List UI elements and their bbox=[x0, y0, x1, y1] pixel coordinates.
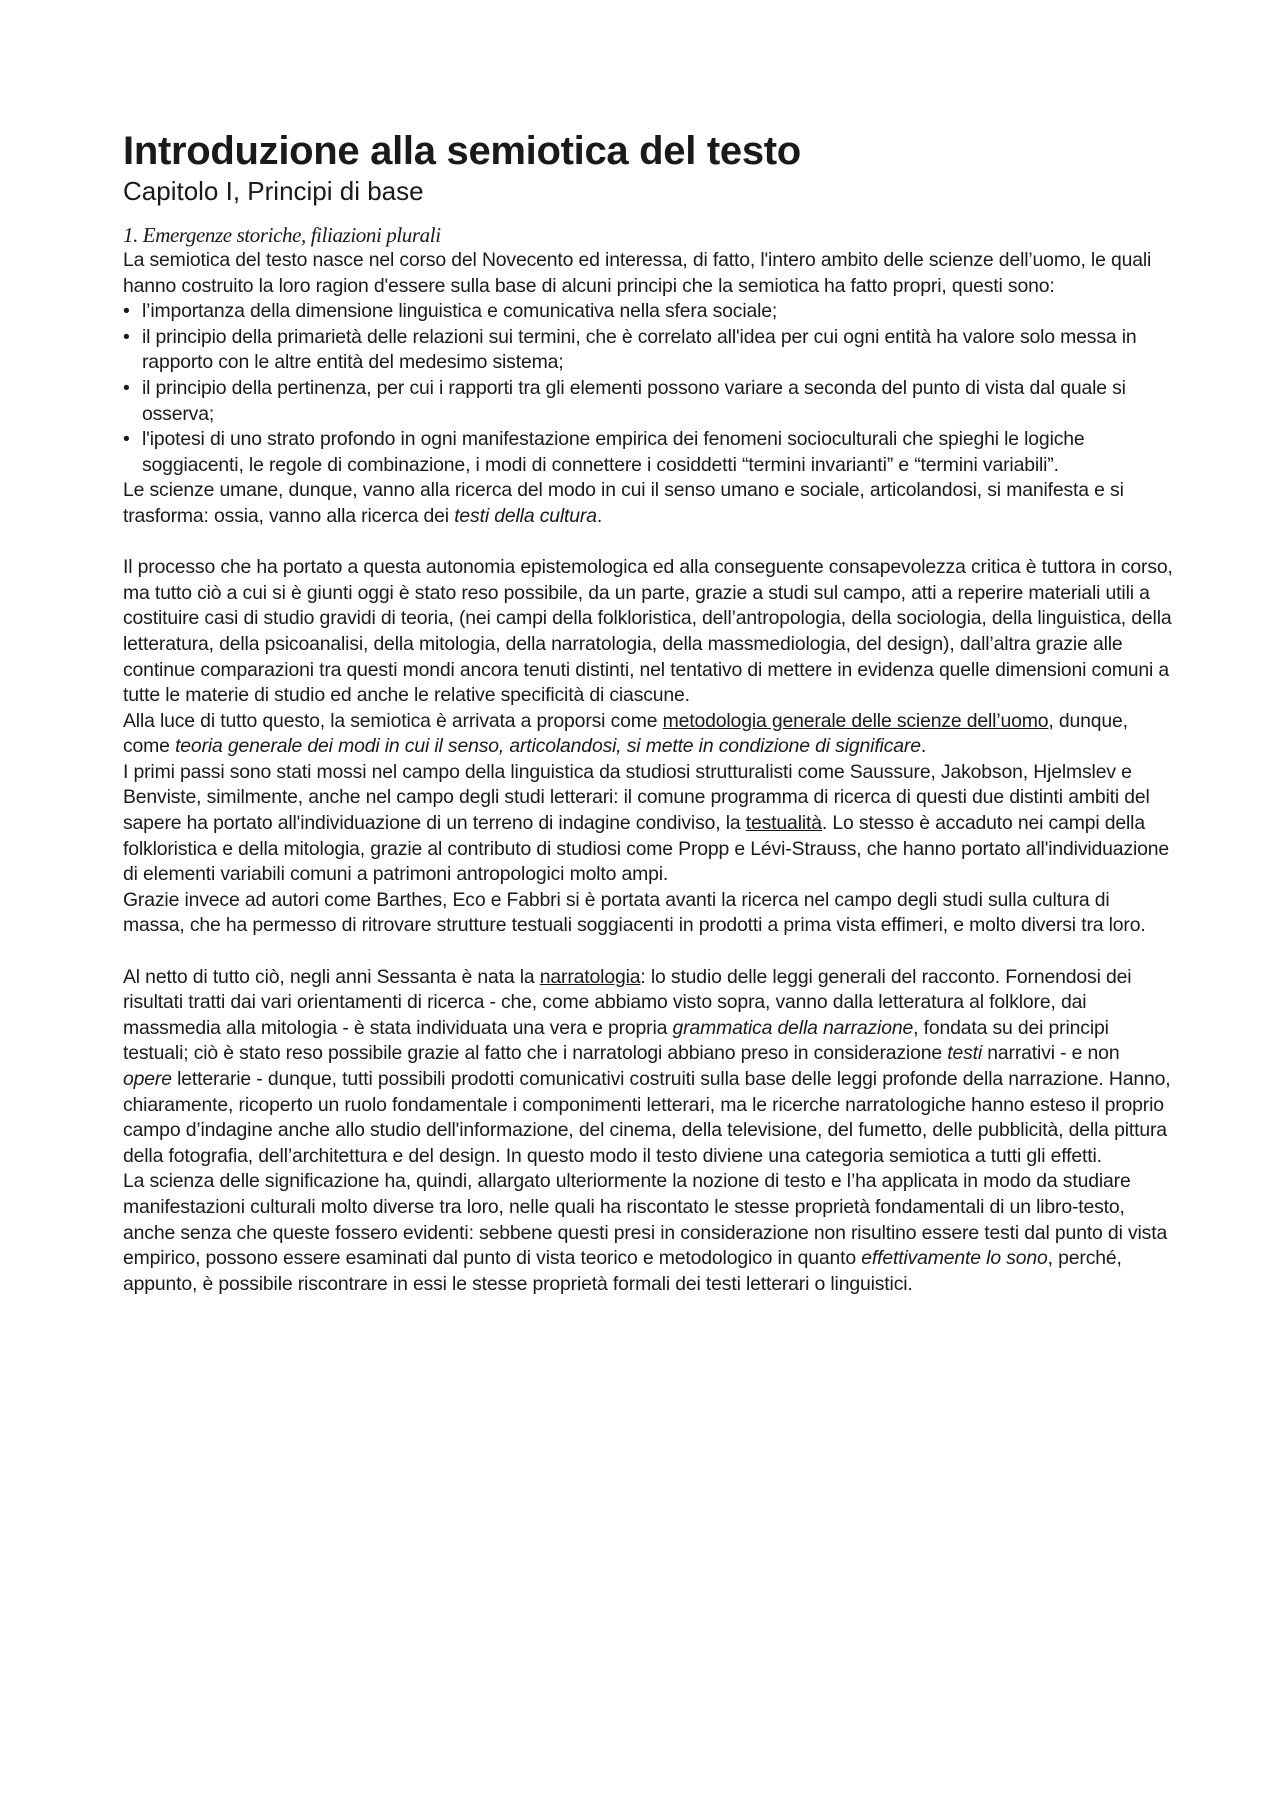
paragraph-3: Alla luce di tutto questo, la semiotica è arrivata a proporsi come metodologia generale delle scienze dell’uomo, dunque, come teoria generale dei modi in cui il senso, articolandosi, si mette in condizione di significare. bbox=[123, 709, 1128, 758]
underlined-term: testualità bbox=[745, 812, 822, 835]
document-title: Introduzione alla semiotica del testo bbox=[123, 129, 801, 173]
list-item: • l'ipotesi di uno strato profondo in ogni manifestazione empirica dei fenomeni socioculturali che spieghi le logiche soggiacenti, le regole di combinazione, i modi di connettere i cosiddetti “termini invarianti” e “termini variabili”. bbox=[123, 427, 1173, 478]
principles-list bbox=[123, 299, 1173, 478]
underlined-term: narratologia bbox=[539, 965, 641, 988]
intro-paragraph: La semiotica del testo nasce nel corso del Novecento ed interessa, di fatto, l'intero ambito delle scienze dell’uomo, le quali hanno costruito la loro ragion d'essere sulla base di alcuni principi che la semiotica ha fatto propri, questi sono: bbox=[123, 249, 1152, 297]
paragraph-5: Grazie invece ad autori come Barthes, Eco e Fabbri si è portata avanti la ricerca nel campo degli studi sulla cultura di massa, che ha permesso di ritrovare strutture testuali soggiacenti in prodotti a prima vista effimeri, e molto diversi tra loro. bbox=[123, 888, 1146, 937]
paragraph-1: Le scienze umane, dunque, vanno alla ricerca del modo in cui il senso umano e sociale, articolandosi, si manifesta e si trasforma: ossia, vanno alla ricerca dei testi della cultura. bbox=[123, 479, 1124, 527]
paragraph-7: La scienza delle significazione ha, quindi, allargato ulteriormente la nozione di testo e l’ha applicata in modo da studiare manifestazioni culturali molto diverse tra loro, nelle quali ha riscontato le stesse proprietà fondamentali di un libro-testo, anche senza che queste fossero evidenti: sebbene questi presi in considerazione non risultino essere testi dal punto di vista empirico, possono essere esaminati dal punto di vista teorico e metodologico in quanto effettivamente lo sono, perché, appunto, è possibile riscontrare in essi le stesse proprietà formali dei testi letterari o linguistici. bbox=[123, 1170, 1168, 1295]
document-body bbox=[123, 248, 1173, 1297]
emphasis: grammatica della narrazione bbox=[672, 1016, 914, 1039]
chapter-subtitle: Capitolo I, Principi di base bbox=[123, 176, 424, 206]
emphasis: testi della cultura bbox=[454, 504, 597, 527]
paragraph-6: Al netto di tutto ciò, negli anni Sessanta è nata la narratologia: lo studio delle leggi generali del racconto. Fornendosi dei risultati tratti dai vari orientamenti di ricerca - che, come abbiamo visto sopra, vanno dalla letteratura al folklore, dai massmedia alla mitologia - è stata individuata una vera e propria grammatica della narrazione, fondata su dei principi testuali; ciò è stato reso possibile grazie al fatto che i narratologi abbiano preso in considerazione testi narrativi - e non opere letterarie - dunque, tutti possibili prodotti comunicativi costruiti sulla base delle leggi profonde della narrazione. Hanno, chiaramente, ricoperto un ruolo fondamentale i componimenti letterari, ma le ricerche narratologiche hanno esteso il proprio campo d’indagine anche allo studio dell'informazione, del cinema, della televisione, del fumetto, delle pubblicità, della pittura della fotografia, dell’architettura e del design. In questo modo il testo diviene una categoria semiotica a tutti gli effetti. bbox=[123, 965, 1171, 1167]
paragraph-2: Il processo che ha portato a questa autonomia epistemologica ed alla conseguente consapevolezza critica è tuttora in corso, ma tutto ciò a cui si è giunti oggi è stato reso possibile, da un parte, grazie a studi sul campo, atti a reperire materiali utili a costituire casi di studio gravidi di teoria, (nei campi della folkloristica, dell’antropologia, della sociologia, della linguistica, della letteratura, della psicoanalisi, della mitologia, della narratologia, della massmediologia, del design), dall’altra grazie alle continue comparazioni tra questi mondi ancora tenuti distinti, nel tentativo di mettere in evidenza quelle dimensioni comuni a tutte le materie di studio ed anche le relative specificità di ciascune. bbox=[123, 556, 1173, 707]
list-item: • il principio della pertinenza, per cui i rapporti tra gli elementi possono variare a seconda del punto di vista dal quale si osserva; bbox=[123, 376, 1173, 427]
paragraph-4: I primi passi sono stati mossi nel campo della linguistica da studiosi strutturalisti come Saussure, Jakobson, Hjelmslev e Benviste, similmente, anche nel campo degli studi letterari: il comune programma di ricerca di questi due distinti ambiti del sapere ha portato all'individuazione di un terreno di indagine condiviso, la testualità. Lo stesso è accaduto nei campi della folkloristica e della mitologia, grazie al contributo di studiosi come Propp e Lévi-Strauss, che hanno portato all'individuazione di elementi variabili comuni a patrimoni antropologici molto ampi. bbox=[123, 760, 1170, 886]
emphasis: opere bbox=[123, 1068, 172, 1090]
list-item: • l’importanza della dimensione linguistica e comunicativa nella sfera sociale; bbox=[123, 299, 1173, 325]
document-page bbox=[123, 128, 1173, 1297]
underlined-term: metodologia generale delle scienze dell’uomo bbox=[662, 709, 1049, 732]
section-heading: 1. Emergenze storiche, filiazioni plurali bbox=[123, 223, 441, 247]
emphasis: teoria generale dei modi in cui il senso, articolandosi, si mette in condizione di significare bbox=[175, 735, 921, 758]
emphasis: testi bbox=[947, 1042, 983, 1065]
list-item: • il principio della primarietà delle relazioni sui termini, che è correlato all'idea per cui ogni entità ha valore solo messa in rapporto con le altre entità del medesimo sistema; bbox=[123, 325, 1173, 376]
emphasis: effettivamente lo sono bbox=[861, 1247, 1048, 1270]
